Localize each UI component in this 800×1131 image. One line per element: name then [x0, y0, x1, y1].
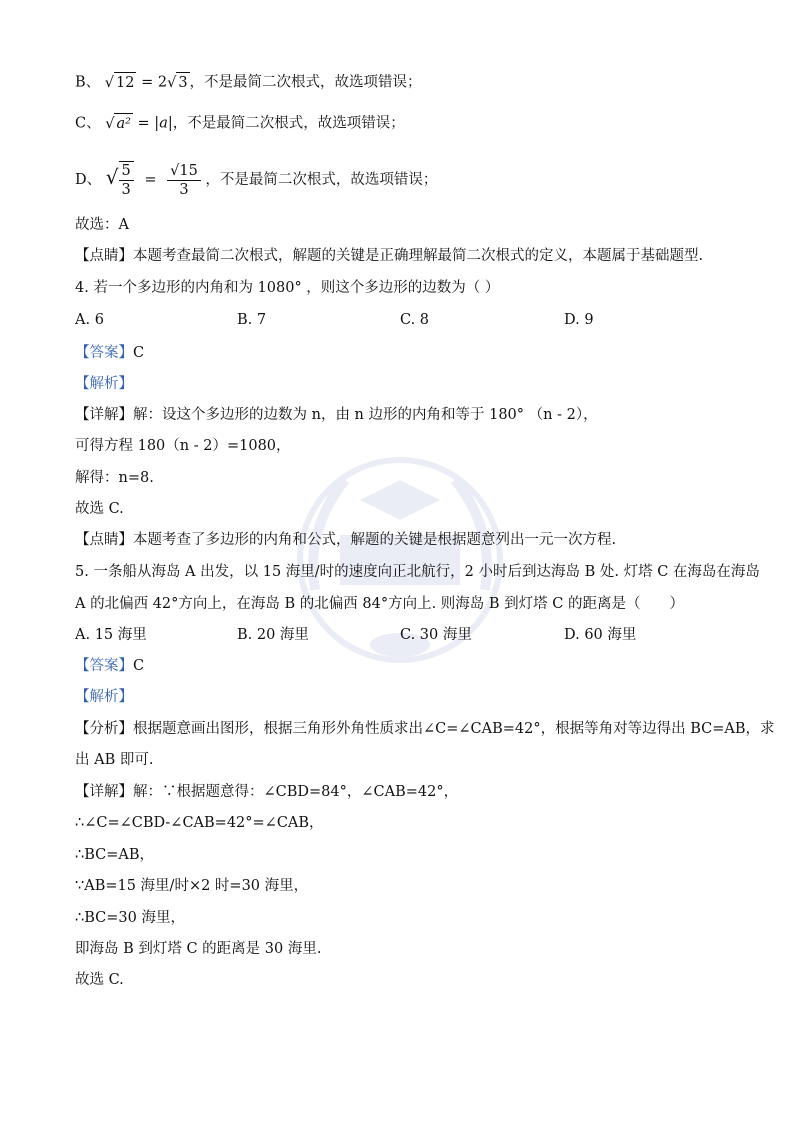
q5-analysis-label: 【解析】: [75, 689, 133, 705]
q5-option-b: B. 20 海里: [237, 627, 309, 643]
sqrt-12: √ 12: [105, 72, 137, 93]
q4-option-a: A. 6: [75, 312, 104, 328]
q5-step5: 即海岛 B 到灯塔 C 的距离是 30 海里.: [75, 941, 322, 957]
q4-option-d: D. 9: [564, 312, 594, 328]
q4-analysis-label: 【解析】: [75, 376, 133, 392]
q4-stem: 4. 若一个多边形的内角和为 1080° ，则这个多边形的边数为（ ）: [75, 280, 500, 296]
q4-detail: 【详解】解：设这个多边形的边数为 n，由 n 边形的内角和等于 180° （n - 2），: [75, 407, 598, 423]
q5-stem-line2: A 的北偏西 42°方向上，在海岛 B 的北偏西 84°方向上. 则海岛 B 到灯塔 C 的距离是（ ）: [75, 596, 684, 612]
q5-fenxi-line2: 出 AB 即可.: [75, 752, 154, 768]
q5-fenxi-line1: 【分析】根据题意画出图形，根据三角形外角性质求出∠C=∠CAB=42°，根据等角对等边得出 BC=AB，求: [75, 721, 775, 737]
q5-step3: ∵AB=15 海里/时×2 时=30 海里，: [75, 878, 309, 894]
q4-choose: 故选 C.: [75, 501, 124, 517]
q5-detail: 【详解】解：∵根据题意得：∠CBD=84°，∠CAB=42°，: [75, 784, 459, 800]
q5-option-d: D. 60 海里: [564, 627, 637, 643]
q3-answer: 故选：A: [75, 217, 129, 233]
q4-answer: 【答案】C: [75, 345, 145, 361]
sqrt-3: √ 3: [167, 72, 189, 93]
q4-option-c: C. 8: [400, 312, 430, 328]
q4-equation: 可得方程 180（n - 2）=1080，: [75, 438, 291, 454]
q5-step2: ∴BC=AB，: [75, 847, 155, 863]
q3-comment: 【点睛】本题考查最简二次根式，解题的关键是正确理解最简二次根式的定义，本题属于基础题型.: [75, 248, 704, 264]
q3-option-d: D、 √ $\frac{5}{3}$ = $\frac{√15}{3}$ ，不是最简二次根式，故选项错误；: [75, 162, 438, 198]
frac-sqrt15-3: $\frac{√15}{3}$: [167, 162, 201, 199]
q5-stem-line1: 5. 一条船从海岛 A 出发，以 15 海里/时的速度向正北航行，2 小时后到达海岛 B 处. 灯塔 C 在海岛在海岛: [75, 564, 760, 580]
q5-option-c: C. 30 海里: [400, 627, 472, 643]
q4-option-b: B. 7: [237, 312, 267, 328]
q5-step4: ∴BC=30 海里，: [75, 910, 185, 926]
q5-answer: 【答案】C: [75, 658, 145, 674]
q5-step1: ∴∠C=∠CBD-∠CAB=42°=∠CAB，: [75, 815, 324, 831]
q3-option-b: B、 √ 12 = 2√ 3 ，不是最简二次根式，故选项错误；: [75, 72, 422, 93]
q5-choose: 故选 C.: [75, 972, 124, 988]
q4-comment: 【点睛】本题考查了多边形的内角和公式，解题的关键是根据题意列出一元一次方程.: [75, 532, 617, 548]
frac-5-3: $\frac{5}{3}$: [119, 161, 134, 199]
q5-option-a: A. 15 海里: [75, 627, 147, 643]
q3-option-c: C、 √ a² = |a|，不是最简二次根式，故选项错误；: [75, 113, 405, 134]
q4-solution: 解得：n=8.: [75, 470, 154, 486]
sqrt-a-squared: √ a²: [105, 113, 133, 134]
